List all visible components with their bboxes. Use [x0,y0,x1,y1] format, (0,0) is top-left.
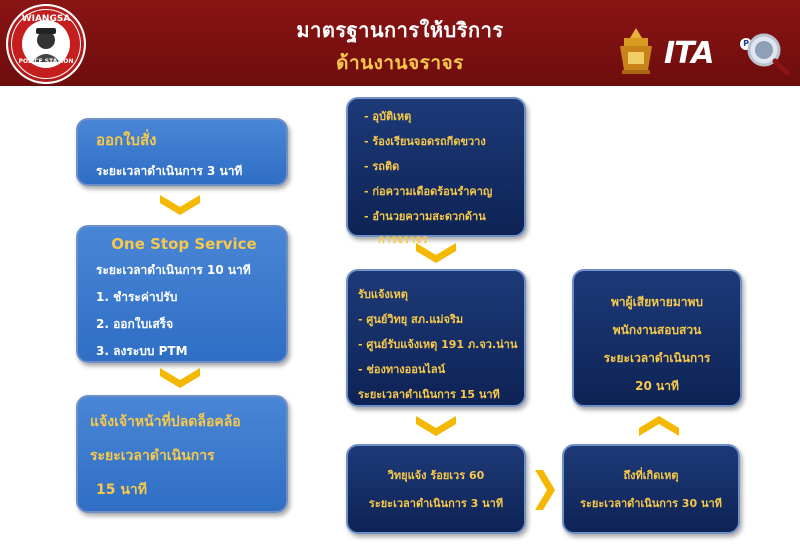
report-incident-box [346,269,526,407]
page-subtitle: ด้านงานจราจร [336,52,464,74]
investigator-line1: พาผู้เสียหายมาพบ [611,295,703,309]
chevron-down-icon [158,366,202,390]
radio-notify-duration: ระยะเวลาดำเนินการ 3 นาที [368,497,504,510]
incident-item: - อำนวยความสะดวกด้าน [364,210,486,223]
step-item: 1. ชำระค่าปรับ [96,290,178,304]
logo-bottom-text: POLICE STATION [18,58,74,65]
logo-top-text: WIANGSA [21,14,71,24]
one-stop-service-box [76,225,288,363]
ita-logo [664,36,714,72]
unlock-wheel-box [76,395,288,513]
investigator-line2: พนักงานสอบสวน [612,323,702,337]
arrive-scene-box [562,444,740,534]
report-duration: ระยะเวลาดำเนินการ 15 นาที [358,388,500,401]
issue-ticket-box [76,118,288,186]
royal-emblem-icon [614,26,658,76]
incident-item: - ร้องเรียนจอดรถกีดขวาง [364,135,486,148]
incident-item: - ก่อความเดือดร้อนรำคาญ [364,185,493,198]
chevron-right-icon [533,468,557,512]
magnifier-icon [744,30,790,76]
arrive-scene-duration: ระยะเวลาดำเนินการ 30 นาที [580,497,722,510]
chevron-down-icon [414,241,458,265]
one-stop-service-title: One Stop Service [111,235,257,253]
incident-types-box [346,97,526,246]
investigator-duration-label: ระยะเวลาดำเนินการ [603,351,711,365]
incident-item: - อุบัติเหตุ [364,110,412,123]
investigator-box [572,269,742,407]
incident-item: การจราจร [378,233,428,246]
unlock-wheel-duration-value: 15 นาที [96,482,148,498]
unlock-wheel-title: แจ้งเจ้าหน้าที่ปลดล็อคล้อ [90,414,241,430]
radio-notify-box [346,444,526,534]
arrive-scene-title: ถึงที่เกิดเหตุ [623,469,679,482]
report-channel-item: - ช่องทางออนไลน์ [358,363,446,376]
ita-badge: P [740,38,752,50]
report-channel-item: - ศูนย์รับแจ้งเหตุ 191 ภ.จว.น่าน [358,338,518,351]
investigator-duration-value: 20 นาที [635,379,679,393]
chevron-down-icon [158,193,202,217]
report-channel-item: - ศูนย์วิทยุ สภ.แม่จริม [358,313,464,326]
one-stop-service-duration: ระยะเวลาดำเนินการ 10 นาที [96,263,251,277]
step-item: 3. ลงระบบ PTM [96,344,188,358]
page-title: มาตรฐานการให้บริการ [296,18,504,42]
header-bar [0,0,800,86]
issue-ticket-title: ออกใบสั่ง [96,131,157,149]
step-item: 2. ออกใบเสร็จ [96,317,174,331]
chevron-down-icon [414,414,458,438]
unlock-wheel-duration-label: ระยะเวลาดำเนินการ [90,448,215,464]
radio-notify-title: วิทยุแจ้ง ร้อยเวร 60 [387,469,485,482]
report-incident-title: รับแจ้งเหตุ [358,288,408,301]
chevron-up-icon [637,414,681,438]
incident-item: - รถติด [364,160,400,173]
issue-ticket-duration: ระยะเวลาดำเนินการ 3 นาที [96,164,243,178]
ita-logo-text: ITA [664,36,714,71]
